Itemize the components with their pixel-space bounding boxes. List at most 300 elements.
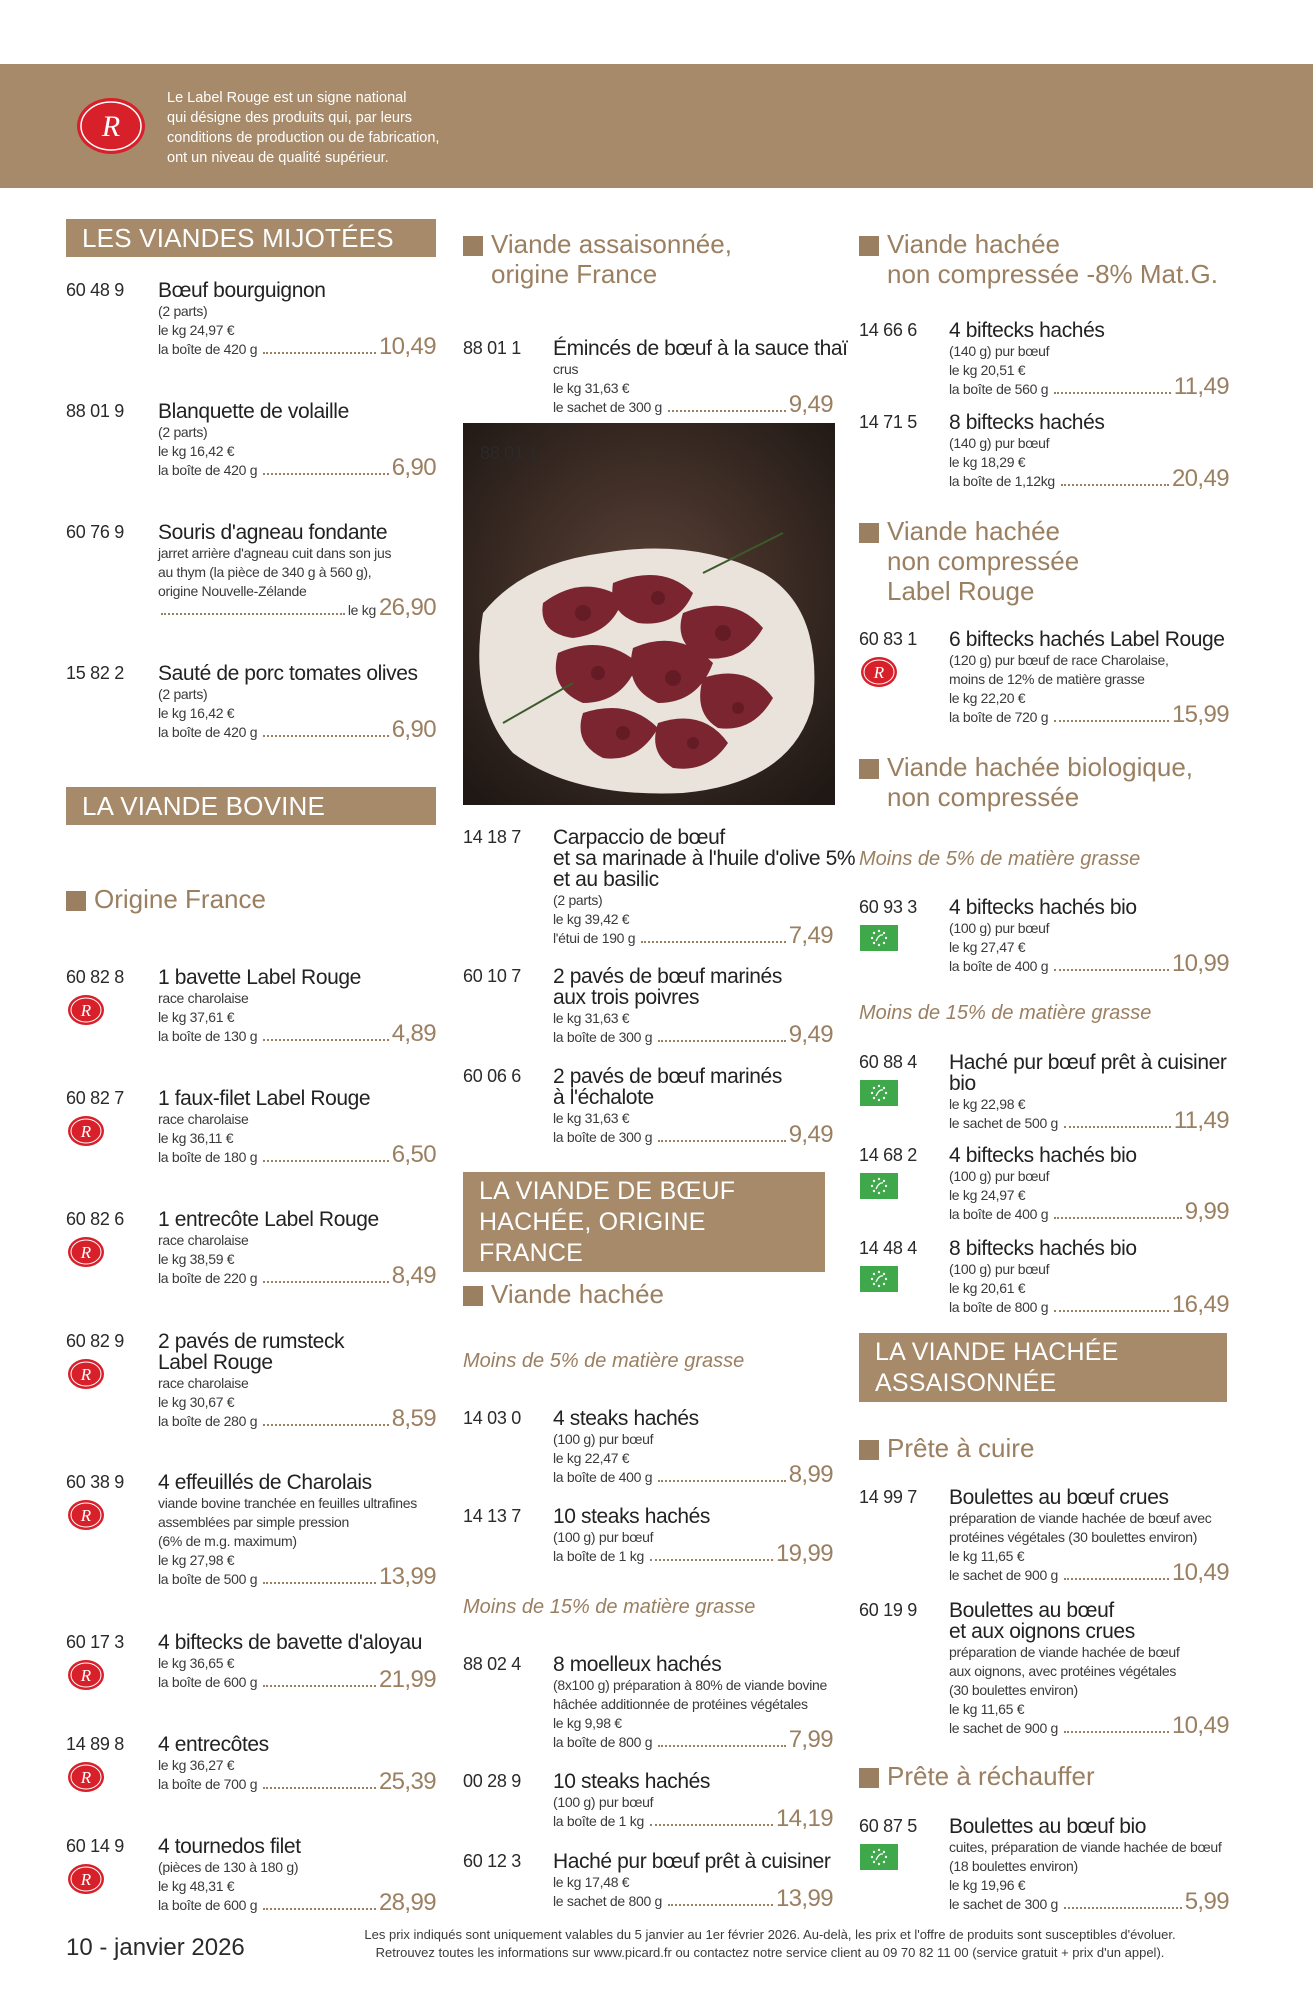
product-name (949, 1600, 1135, 1642)
product-code: 88 01 9 (66, 401, 124, 421)
unit-label: la boîte de 560 g (949, 381, 1049, 397)
product-name-line: Label Rouge (158, 1351, 273, 1374)
product-code: 88 01 1 (463, 338, 521, 358)
note-moins-5-bio: Moins de 5% de matière grasse (859, 848, 1141, 870)
product-name-line: 4 entrecôtes (158, 1733, 269, 1756)
product-name (553, 1408, 699, 1429)
product-detail-line: le kg 48,31 € (158, 1878, 235, 1894)
product-name-line: 4 biftecks hachés (949, 319, 1105, 342)
product-detail-line: race charolaise (158, 1232, 249, 1248)
dotted-leader (1064, 1907, 1182, 1909)
product-detail-line: (100 g) pur bœuf (553, 1794, 654, 1810)
product-name-line: Haché pur bœuf prêt à cuisiner (553, 1850, 831, 1873)
product-code: 60 87 5 (859, 1816, 917, 1836)
price-line (158, 1020, 436, 1048)
price-line (158, 1768, 436, 1796)
product-name-line: Boulettes au bœuf crues (949, 1486, 1169, 1509)
subheading-label-rouge (859, 516, 1079, 606)
product-code: 60 17 3 (66, 1632, 124, 1652)
price-line (553, 1726, 833, 1754)
price-line (158, 594, 436, 622)
svg-text:R: R (101, 110, 121, 143)
unit-label: la boîte de 1 kg (553, 1548, 644, 1564)
product-name-line: et sa marinade à l'huile d'olive 5% (553, 847, 856, 870)
product-price: 7,49 (788, 922, 833, 949)
price-line (158, 1262, 436, 1290)
dotted-leader (263, 473, 388, 475)
product-name-line: Souris d'agneau fondante (158, 521, 388, 544)
price-line (158, 1141, 436, 1169)
svg-text:R: R (80, 1870, 92, 1889)
product-price: 25,39 (378, 1768, 436, 1795)
category-header-hachee-assaisonnee (859, 1333, 1227, 1402)
unit-label: le sachet de 800 g (553, 1893, 663, 1909)
price-line (553, 1885, 833, 1913)
product-price: 8,49 (391, 1262, 436, 1289)
dotted-leader (263, 1787, 376, 1789)
product-price: 9,99 (1184, 1198, 1229, 1225)
unit-label: la boîte de 600 g (158, 1897, 258, 1913)
product-code: 14 03 0 (463, 1408, 521, 1428)
product-code: 14 13 7 (463, 1506, 521, 1526)
subheading-text: Origine France (94, 884, 266, 914)
product-code: 88 02 4 (463, 1654, 521, 1674)
subheading-prete-a-rechauffer (859, 1761, 1095, 1791)
subheading-origine-france (66, 884, 266, 914)
product-detail-line: le kg 17,48 € (553, 1874, 630, 1890)
product-name (158, 401, 349, 422)
product-price: 9,49 (788, 1021, 833, 1048)
product-detail-line: race charolaise (158, 1375, 249, 1391)
product-detail-line: (140 g) pur bœuf (949, 343, 1050, 359)
product-name-line: 4 effeuillés de Charolais (158, 1471, 372, 1494)
product-price: 10,49 (378, 333, 436, 360)
product-name (949, 897, 1137, 918)
label-rouge-icon (66, 1498, 106, 1532)
unit-label: le sachet de 900 g (949, 1720, 1059, 1736)
product-name (553, 1066, 782, 1108)
product-price: 19,99 (775, 1540, 833, 1567)
product-price: 13,99 (775, 1885, 833, 1912)
product-detail-line: aux oignons, avec protéines végétales (949, 1663, 1177, 1679)
product-code: 14 66 6 (859, 320, 917, 340)
dotted-leader (1054, 392, 1171, 394)
product-detail-line: (100 g) pur bœuf (949, 920, 1050, 936)
product-detail-line: le kg 31,63 € (553, 1010, 630, 1026)
product-name (553, 827, 855, 890)
product-name-line: et aux oignons crues (949, 1620, 1135, 1643)
product-name-line: et au basilic (553, 868, 659, 891)
product-code: 60 76 9 (66, 522, 124, 542)
unit-label: la boîte de 800 g (949, 1299, 1049, 1315)
unit-label: l'étui de 190 g (553, 930, 636, 946)
unit-label: la boîte de 180 g (158, 1149, 258, 1165)
product-code: 60 06 6 (463, 1066, 521, 1086)
product-name-line: 4 steaks hachés (553, 1407, 699, 1430)
product-name-line: 10 steaks hachés (553, 1770, 711, 1793)
product-name (949, 1052, 1226, 1094)
product-price: 6,90 (391, 454, 436, 481)
product-detail-line: le kg 22,20 € (949, 690, 1026, 706)
product-detail-line: le kg 36,27 € (158, 1757, 235, 1773)
dotted-leader (263, 1160, 388, 1162)
dotted-leader (650, 1824, 773, 1826)
product-details (949, 651, 1169, 708)
product-code: 60 93 3 (859, 897, 917, 917)
product-name-line: Boulettes au bœuf bio (949, 1815, 1147, 1838)
product-price: 10,49 (1171, 1559, 1229, 1586)
price-line (158, 1563, 436, 1591)
category-header-line: ASSAISONNÉE (875, 1369, 1057, 1397)
product-code: 60 14 9 (66, 1836, 124, 1856)
dotted-leader (263, 1582, 376, 1584)
product-code: 60 10 7 (463, 966, 521, 986)
product-name (158, 1088, 370, 1109)
subheading-prete-a-cuire (859, 1433, 1034, 1463)
product-detail-line: crus (553, 361, 579, 377)
product-name (553, 1771, 710, 1792)
price-line (553, 1021, 833, 1049)
svg-text:R: R (80, 1365, 92, 1384)
product-detail-line: (100 g) pur bœuf (949, 1168, 1050, 1184)
product-name (949, 1145, 1137, 1166)
subheading-text: origine France (491, 259, 658, 289)
product-detail-line: le kg 36,65 € (158, 1655, 235, 1671)
price-line (949, 465, 1229, 493)
svg-text:R: R (80, 1506, 92, 1525)
unit-label: le sachet de 500 g (949, 1115, 1059, 1131)
dotted-leader (263, 1039, 388, 1041)
product-detail-line: le kg 20,51 € (949, 362, 1026, 378)
product-name (158, 1632, 422, 1653)
product-name-line: 4 biftecks hachés bio (949, 896, 1137, 919)
banner-line: qui désigne des produits qui, par leurs (167, 110, 413, 126)
product-detail-line: le kg 37,61 € (158, 1009, 235, 1025)
product-detail-line: le kg 22,47 € (553, 1450, 630, 1466)
product-name-line: 2 pavés de rumsteck (158, 1330, 345, 1353)
product-detail-line: (2 parts) (158, 424, 208, 440)
product-price: 10,99 (1171, 950, 1229, 977)
product-code: 60 82 7 (66, 1088, 124, 1108)
dotted-leader (263, 1908, 376, 1910)
subheading-text: non compressée (887, 546, 1080, 576)
product-name (158, 1472, 372, 1493)
price-line (949, 1888, 1229, 1916)
unit-label: la boîte de 1 kg (553, 1813, 644, 1829)
product-detail-line: (2 parts) (158, 686, 208, 702)
product-details (949, 1509, 1211, 1566)
price-line (553, 922, 833, 950)
product-name-line: à l'échalote (553, 1086, 654, 1109)
price-line (158, 1405, 436, 1433)
product-name-line: 4 tournedos filet (158, 1835, 301, 1858)
subheading-viande-assaisonnee (463, 229, 732, 289)
subheading-text: non compressée (887, 782, 1080, 812)
unit-label: la boîte de 420 g (158, 724, 258, 740)
subheading-biologique (859, 752, 1193, 812)
product-detail-line: assemblées par simple pression (158, 1514, 349, 1530)
subheading-text: Label Rouge (887, 576, 1035, 606)
organic-eu-leaf-icon (860, 1266, 898, 1292)
product-name-line: 2 pavés de bœuf marinés (553, 1065, 782, 1088)
product-detail-line: (8x100 g) préparation à 80% de viande bovine (553, 1677, 827, 1693)
product-detail-line: le kg 16,42 € (158, 443, 235, 459)
unit-label: la boîte de 800 g (553, 1734, 653, 1750)
dotted-leader (1054, 720, 1169, 722)
product-price: 13,99 (378, 1563, 436, 1590)
product-code: 60 82 6 (66, 1209, 124, 1229)
product-detail-line: (30 boulettes environ) (949, 1682, 1078, 1698)
product-name (553, 1654, 721, 1675)
product-price: 9,49 (788, 391, 833, 418)
product-price: 8,59 (391, 1405, 436, 1432)
product-code: 14 99 7 (859, 1487, 917, 1507)
product-name (553, 966, 782, 1008)
dotted-leader (1061, 484, 1169, 486)
product-name-line: 1 faux-filet Label Rouge (158, 1087, 371, 1110)
subheading-text: Viande hachée (887, 229, 1061, 259)
product-price: 21,99 (378, 1666, 436, 1693)
product-name-line: 10 steaks hachés (553, 1505, 711, 1528)
dotted-leader (263, 735, 388, 737)
unit-label: la boîte de 400 g (553, 1469, 653, 1485)
product-name-line: Haché pur bœuf prêt à cuisiner (949, 1051, 1227, 1074)
product-detail-line: (2 parts) (553, 892, 603, 908)
price-line (949, 373, 1229, 401)
price-line (949, 1559, 1229, 1587)
subheading-text: Prête à cuire (887, 1433, 1035, 1463)
dotted-leader (263, 352, 376, 354)
product-name-line: 8 moelleux hachés (553, 1653, 722, 1676)
svg-text:R: R (80, 1666, 92, 1685)
product-detail-line: le kg 36,11 € (158, 1130, 234, 1146)
product-code: 00 28 9 (463, 1771, 521, 1791)
product-detail-line: (2 parts) (158, 303, 208, 319)
price-line (553, 391, 833, 419)
product-name (158, 1734, 269, 1755)
product-price: 8,99 (788, 1461, 833, 1488)
dotted-leader (668, 1904, 773, 1906)
product-detail-line: le kg 38,59 € (158, 1251, 235, 1267)
product-code: 60 19 9 (859, 1600, 917, 1620)
product-detail-line: (120 g) pur bœuf de race Charolaise, (949, 652, 1169, 668)
subheading-text: Viande hachée (491, 1279, 665, 1309)
product-price: 9,49 (788, 1121, 833, 1148)
product-details (949, 1838, 1221, 1895)
product-name-line: 8 biftecks hachés (949, 411, 1105, 434)
product-price: 11,49 (1173, 1107, 1229, 1134)
product-detail-line: cuites, préparation de viande hachée de bœuf (949, 1839, 1222, 1855)
unit-label: la boîte de 720 g (949, 709, 1049, 725)
product-photo-emince-de-boeuf (463, 423, 835, 805)
product-detail-line: viande bovine tranchée en feuilles ultrafines (158, 1495, 417, 1511)
product-detail-line: (pièces de 130 à 180 g) (158, 1859, 299, 1875)
note-moins-15: Moins de 15% de matière grasse (463, 1596, 756, 1618)
svg-text:R: R (80, 1001, 92, 1020)
category-header-line: LA VIANDE DE BŒUF (479, 1177, 736, 1205)
unit-label: la boîte de 700 g (158, 1776, 258, 1792)
product-detail-line: (18 boulettes environ) (949, 1858, 1078, 1874)
product-name (158, 1836, 301, 1857)
subheading-non-compressee (859, 229, 1218, 289)
unit-label: le sachet de 900 g (949, 1567, 1059, 1583)
product-name-line: Bœuf bourguignon (158, 279, 326, 302)
price-line (553, 1805, 833, 1833)
subheading-text: Viande hachée (887, 516, 1061, 546)
product-detail-line: (100 g) pur bœuf (553, 1431, 654, 1447)
unit-label: la boîte de 500 g (158, 1571, 258, 1587)
product-name (158, 967, 361, 988)
dotted-leader (1054, 969, 1169, 971)
legal-notice (290, 1926, 1250, 1962)
subheading-text: Viande hachée biologique, (887, 752, 1194, 782)
unit-label: le sachet de 300 g (553, 399, 663, 415)
product-name (949, 412, 1104, 433)
category-header-mijotees: LES VIANDES MIJOTÉES (66, 219, 436, 257)
product-detail-line: origine Nouvelle-Zélande (158, 583, 307, 599)
product-code: 60 38 9 (66, 1472, 124, 1492)
product-detail-line: moins de 12% de matière grasse (949, 671, 1145, 687)
product-name (949, 1487, 1169, 1508)
dotted-leader (658, 1745, 785, 1747)
unit-label: la boîte de 400 g (949, 1206, 1049, 1222)
product-detail-line: protéines végétales (30 boulettes environ) (949, 1529, 1198, 1545)
product-details (158, 1494, 417, 1570)
product-detail-line: le kg 31,63 € (553, 380, 630, 396)
product-name-line: 2 pavés de bœuf marinés (553, 965, 782, 988)
product-name-line: 1 entrecôte Label Rouge (158, 1208, 379, 1231)
price-line (158, 454, 436, 482)
dotted-leader (1054, 1217, 1181, 1219)
banner-line: ont un niveau de qualité supérieur. (167, 150, 389, 166)
unit-label: le sachet de 300 g (949, 1896, 1059, 1912)
product-detail-line: hâchée additionnée de protéines végétales (553, 1696, 808, 1712)
price-line (553, 1461, 833, 1489)
svg-text:R: R (80, 1122, 92, 1141)
product-name (158, 280, 326, 301)
product-detail-line: (100 g) pur bœuf (553, 1529, 654, 1545)
dotted-leader (161, 613, 345, 615)
product-name (158, 1331, 344, 1373)
product-price: 5,99 (1184, 1888, 1229, 1915)
product-code: 14 68 2 (859, 1145, 917, 1165)
product-price: 15,99 (1171, 701, 1229, 728)
product-name-line: aux trois poivres (553, 986, 700, 1009)
product-name-line: Blanquette de volaille (158, 400, 349, 423)
photo-product-code: 88 01 1 (480, 443, 538, 463)
subheading-text: Prête à réchauffer (887, 1761, 1095, 1791)
product-price: 11,49 (1173, 373, 1229, 400)
category-header-line: HACHÉE, ORIGINE FRANCE (479, 1208, 706, 1267)
organic-eu-leaf-icon (860, 1173, 898, 1199)
legal-line: Retrouvez toutes les informations sur www.picard.fr ou contactez notre service client au 09 70 82 11 00 (service gratuit + prix d'un appel). (375, 1945, 1165, 1960)
product-detail-line: le kg 30,67 € (158, 1394, 235, 1410)
product-code: 14 48 4 (859, 1238, 917, 1258)
product-name-line: 4 biftecks de bavette d'aloyau (158, 1631, 423, 1654)
product-detail-line: le kg 11,65 € (949, 1701, 1025, 1717)
label-rouge-icon (66, 1658, 106, 1692)
product-detail-line: le kg 18,29 € (949, 454, 1026, 470)
svg-text:R: R (873, 663, 885, 682)
price-line (553, 1121, 833, 1149)
category-header-hachee (463, 1172, 825, 1272)
product-price: 16,49 (1171, 1291, 1229, 1318)
product-name-line: Carpaccio de bœuf (553, 826, 725, 849)
label-rouge-logo (74, 94, 148, 158)
product-detail-line: race charolaise (158, 990, 249, 1006)
label-rouge-icon (66, 1114, 106, 1148)
organic-eu-leaf-icon (860, 1080, 898, 1106)
product-price: 28,99 (378, 1889, 436, 1916)
organic-eu-leaf-icon (860, 925, 898, 951)
product-code: 60 48 9 (66, 280, 124, 300)
product-name (158, 1209, 379, 1230)
product-name (949, 1816, 1146, 1837)
dotted-leader (1054, 1310, 1169, 1312)
product-code: 60 82 8 (66, 967, 124, 987)
dotted-leader (1064, 1578, 1169, 1580)
product-name-line: 6 biftecks hachés Label Rouge (949, 628, 1225, 651)
dotted-leader (658, 1040, 785, 1042)
price-line (949, 701, 1229, 729)
product-code: 60 88 4 (859, 1052, 917, 1072)
unit-label: la boîte de 1,12kg (949, 473, 1055, 489)
price-line (158, 1666, 436, 1694)
dotted-leader (263, 1424, 388, 1426)
svg-text:R: R (80, 1243, 92, 1262)
product-price: 26,90 (378, 594, 436, 621)
product-detail-line: le kg 27,98 € (158, 1552, 235, 1568)
product-name (949, 629, 1225, 650)
product-detail-line: le kg 20,61 € (949, 1280, 1026, 1296)
product-code: 14 71 5 (859, 412, 917, 432)
unit-label: la boîte de 300 g (553, 1129, 653, 1145)
product-detail-line: le kg 22,98 € (949, 1096, 1026, 1112)
label-rouge-icon (66, 1862, 106, 1896)
product-name-line: 8 biftecks hachés bio (949, 1237, 1137, 1260)
label-rouge-icon (66, 1235, 106, 1269)
product-name-line: Sauté de porc tomates olives (158, 662, 418, 685)
product-name (553, 1506, 710, 1527)
page-number: 10 - janvier 2026 (66, 1934, 245, 1961)
unit-label: le kg (347, 602, 376, 618)
product-detail-line: le kg 27,47 € (949, 939, 1026, 955)
subheading-text: Viande assaisonnée, (491, 229, 732, 259)
dotted-leader (668, 410, 786, 412)
product-name (949, 1238, 1137, 1259)
price-line (949, 1107, 1229, 1135)
product-name (158, 522, 387, 543)
unit-label: la boîte de 130 g (158, 1028, 258, 1044)
product-name-line: 1 bavette Label Rouge (158, 966, 361, 989)
price-line (949, 1291, 1229, 1319)
product-detail-line: le kg 16,42 € (158, 705, 235, 721)
product-name-line: 4 biftecks hachés bio (949, 1144, 1137, 1167)
category-header-bovine: LA VIANDE BOVINE (66, 787, 436, 825)
svg-text:R: R (80, 1768, 92, 1787)
dotted-leader (658, 1140, 785, 1142)
product-code: 14 89 8 (66, 1734, 124, 1754)
organic-eu-leaf-icon (860, 1844, 898, 1870)
product-code: 60 82 9 (66, 1331, 124, 1351)
price-line (949, 950, 1229, 978)
subheading-viande-hachee (463, 1279, 664, 1309)
meat-illustration (463, 423, 835, 805)
product-name-line: Boulettes au bœuf (949, 1599, 1114, 1622)
product-detail-line: race charolaise (158, 1111, 249, 1127)
product-price: 14,19 (775, 1805, 833, 1832)
dotted-leader (641, 941, 785, 943)
